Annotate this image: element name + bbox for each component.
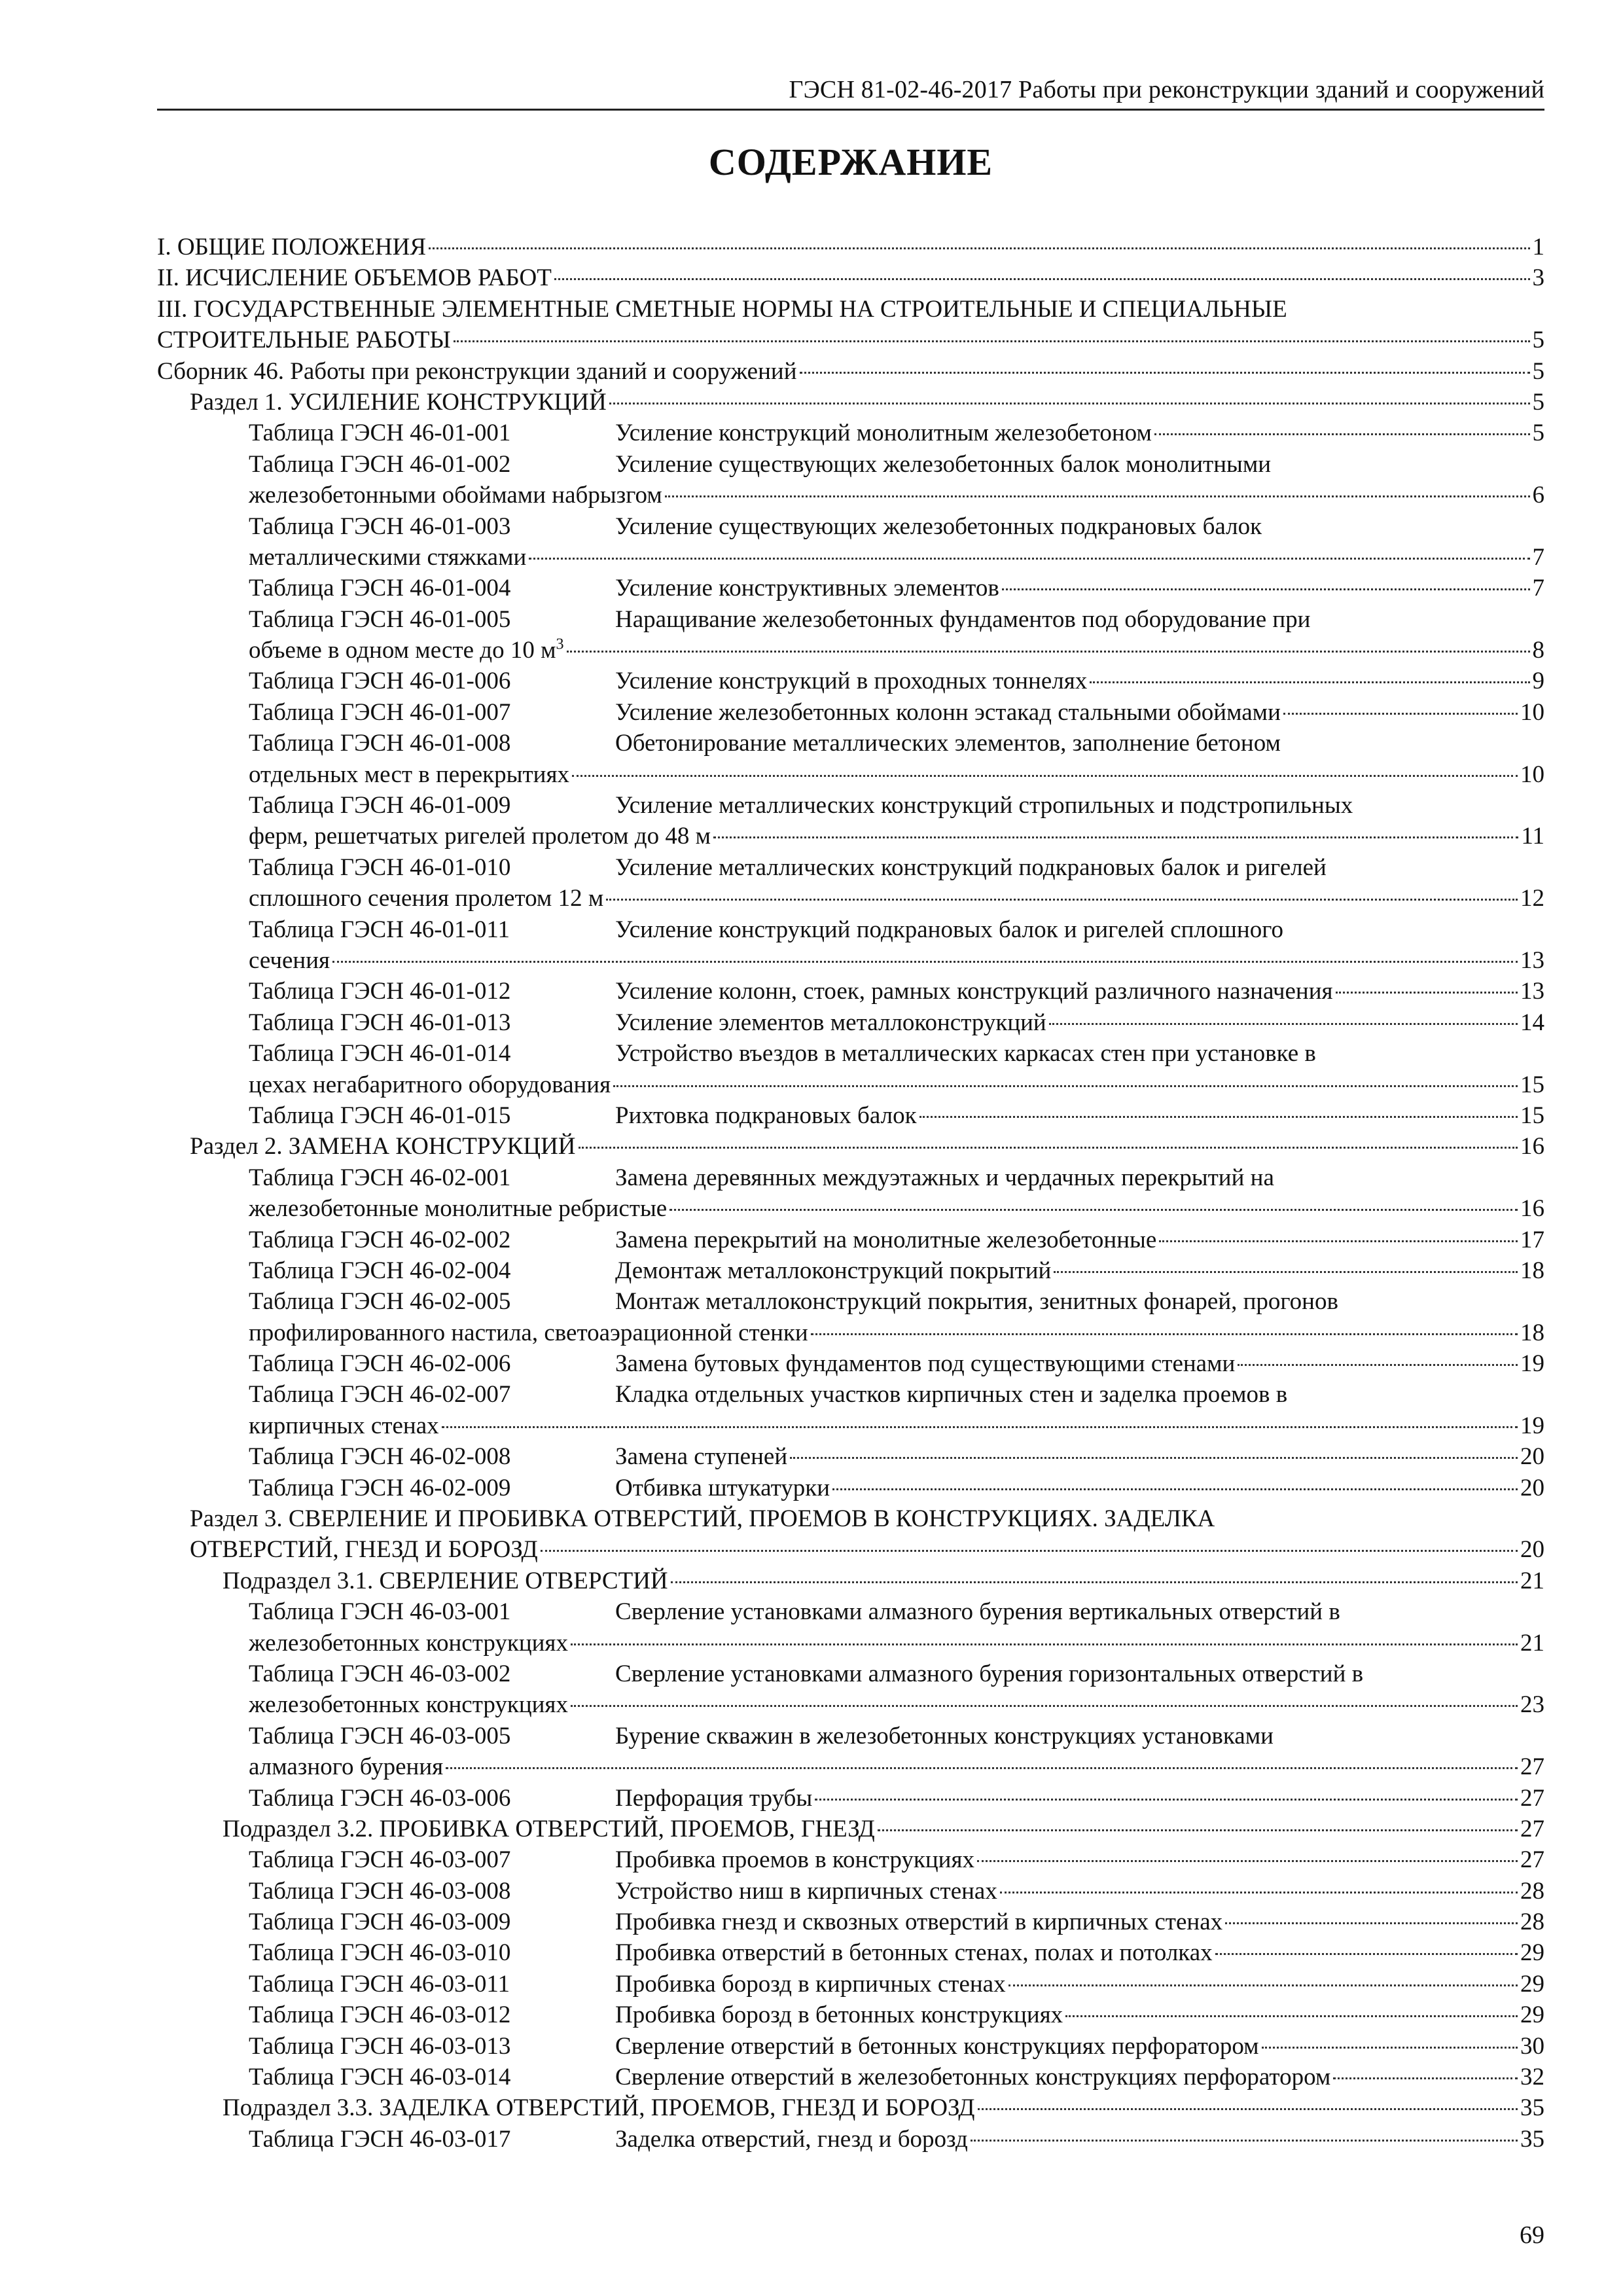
toc-entry-table[interactable]: Таблица ГЭСН 46-03-010 Пробивка отверстий в бетонных стенах, полах и потолках 29 <box>157 1937 1544 1968</box>
page-ref: 13 <box>1520 978 1544 1005</box>
leader-dots <box>1000 1892 1518 1893</box>
table-code: Таблица ГЭСН 46-02-008 <box>249 1443 511 1471</box>
leader-dots <box>669 1209 1518 1211</box>
toc-entry-subsection-3-2[interactable]: Подраздел 3.2. ПРОБИВКА ОТВЕРСТИЙ, ПРОЕМОВ, ГНЕЗД 27 <box>157 1814 1544 1844</box>
toc-entry-subsection-3-1[interactable]: Подраздел 3.1. СВЕРЛЕНИЕ ОТВЕРСТИЙ 21 <box>157 1566 1544 1596</box>
table-code: Таблица ГЭСН 46-01-010 <box>249 853 511 881</box>
leader-dots <box>1049 1023 1518 1025</box>
toc-entry-table-cont[interactable]: отдельных мест в перекрытиях 10 <box>157 759 1544 790</box>
toc-entry-table[interactable]: Таблица ГЭСН 46-01-007 Усиление железобетонных колонн эстакад стальными обоймами 10 <box>157 697 1544 728</box>
table-code: Таблица ГЭСН 46-03-011 <box>249 1970 510 1998</box>
table-code: Таблица ГЭСН 46-03-010 <box>249 1939 511 1967</box>
page-ref: 27 <box>1520 1753 1544 1781</box>
leader-dots <box>1262 2047 1518 2049</box>
page-ref: 35 <box>1520 2125 1544 2153</box>
toc-entry-table[interactable]: Таблица ГЭСН 46-01-013 Усиление элементов металлоконструкций 14 <box>157 1007 1544 1038</box>
page-ref: 18 <box>1520 1257 1544 1284</box>
toc-entry-table[interactable]: Таблица ГЭСН 46-03-013 Сверление отверстий в бетонных конструкциях перфоратором 30 <box>157 2031 1544 2062</box>
leader-dots <box>800 372 1530 374</box>
leader-dots <box>446 1767 1518 1769</box>
toc-entry-table-cont[interactable]: сечения 13 <box>157 945 1544 976</box>
table-code: Таблица ГЭСН 46-02-007 <box>249 1381 511 1408</box>
table-code: Таблица ГЭСН 46-01-003 <box>249 512 511 540</box>
toc-entry-table[interactable]: Таблица ГЭСН 46-02-007 Кладка отдельных участков кирпичных стен и заделка проемов в <box>157 1379 1544 1410</box>
toc-entry-table[interactable]: Таблица ГЭСН 46-02-008 Замена ступеней 20 <box>157 1441 1544 1472</box>
page-ref: 11 <box>1521 823 1544 850</box>
table-code: Таблица ГЭСН 46-01-014 <box>249 1040 511 1067</box>
page-ref: 10 <box>1520 761 1544 788</box>
page-ref: 8 <box>1532 637 1544 664</box>
page-ref: 32 <box>1520 2064 1544 2091</box>
table-of-contents <box>157 232 1544 2155</box>
leader-dots <box>579 1147 1518 1149</box>
table-code: Таблица ГЭСН 46-01-006 <box>249 668 511 695</box>
page-ref: 19 <box>1520 1412 1544 1439</box>
table-code: Таблица ГЭСН 46-03-007 <box>249 1846 511 1874</box>
toc-entry-table[interactable]: Таблица ГЭСН 46-01-006 Усиление конструкций в проходных тоннелях 9 <box>157 666 1544 696</box>
leader-dots <box>613 1085 1518 1087</box>
toc-entry-table-cont[interactable]: кирпичных стенах 19 <box>157 1410 1544 1441</box>
page-ref: 20 <box>1520 1536 1544 1564</box>
leader-dots <box>332 961 1518 963</box>
toc-entry-table-cont[interactable]: сплошного сечения пролетом 12 м 12 <box>157 883 1544 914</box>
page-ref: 21 <box>1520 1629 1544 1657</box>
page-ref: 14 <box>1520 1009 1544 1036</box>
toc-entry-table[interactable]: Таблица ГЭСН 46-02-005 Монтаж металлоконструкций покрытия, зенитных фонарей, прогонов <box>157 1286 1544 1317</box>
toc-entry-table[interactable]: Таблица ГЭСН 46-03-006 Перфорация трубы 27 <box>157 1783 1544 1814</box>
running-header: ГЭСН 81-02-46-2017 Работы при реконструкции зданий и сооружений <box>789 76 1544 103</box>
leader-dots <box>529 558 1529 560</box>
leader-dots <box>878 1829 1518 1831</box>
leader-dots <box>971 2140 1518 2142</box>
page-ref: 27 <box>1520 1846 1544 1874</box>
page-ref: 18 <box>1520 1319 1544 1346</box>
table-code: Таблица ГЭСН 46-03-002 <box>249 1660 511 1687</box>
leader-dots <box>665 495 1530 497</box>
toc-entry-table[interactable]: Таблица ГЭСН 46-01-009 Усиление металлических конструкций стропильных и подстропильных <box>157 790 1544 821</box>
table-code: Таблица ГЭСН 46-02-006 <box>249 1350 511 1378</box>
toc-entry-table[interactable]: Таблица ГЭСН 46-01-008 Обетонирование металлических элементов, заполнение бетоном <box>157 728 1544 759</box>
leader-dots <box>554 278 1530 280</box>
table-code: Таблица ГЭСН 46-01-013 <box>249 1009 511 1036</box>
toc-entry-subsection-3-3[interactable]: Подраздел 3.3. ЗАДЕЛКА ОТВЕРСТИЙ, ПРОЕМОВ, ГНЕЗД И БОРОЗД 35 <box>157 2092 1544 2123</box>
leader-dots <box>832 1488 1518 1490</box>
toc-entry-table[interactable]: Таблица ГЭСН 46-01-014 Устройство въездов в металлических каркасах стен при установке в <box>157 1038 1544 1069</box>
toc-entry-table[interactable]: Таблица ГЭСН 46-01-012 Усиление колонн, стоек, рамных конструкций различного назначения 13 <box>157 976 1544 1007</box>
toc-entry-table[interactable]: Таблица ГЭСН 46-03-012 Пробивка борозд в бетонных конструкциях 29 <box>157 2000 1544 2030</box>
leader-dots <box>1065 2015 1518 2017</box>
page-ref: 13 <box>1520 946 1544 974</box>
page-ref: 7 <box>1532 575 1544 602</box>
leader-dots <box>1215 1953 1518 1955</box>
toc-entry-table[interactable]: Таблица ГЭСН 46-03-002 Сверление установками алмазного бурения горизонтальных отверстий в <box>157 1659 1544 1689</box>
leader-dots <box>1225 1922 1518 1924</box>
table-code: Таблица ГЭСН 46-01-001 <box>249 420 511 447</box>
page-ref: 29 <box>1520 1970 1544 1998</box>
page-ref: 15 <box>1520 1071 1544 1098</box>
toc-entry-part2[interactable]: II. ИСЧИСЛЕНИЕ ОБЪЕМОВ РАБОТ 3 <box>157 262 1544 293</box>
page-ref: 6 <box>1532 482 1544 509</box>
page-ref: 20 <box>1520 1474 1544 1501</box>
page-ref: 28 <box>1520 1877 1544 1905</box>
leader-dots <box>1333 2077 1518 2079</box>
leader-dots <box>541 1550 1518 1552</box>
toc-entry-table[interactable]: Таблица ГЭСН 46-01-005 Наращивание железобетонных фундаментов под оборудование при <box>157 604 1544 635</box>
toc-entry-table[interactable]: Таблица ГЭСН 46-01-003 Усиление существующих железобетонных подкрановых балок <box>157 511 1544 542</box>
toc-entry-collection[interactable]: Сборник 46. Работы при реконструкции зданий и сооружений 5 <box>157 356 1544 387</box>
toc-entry-table[interactable]: Таблица ГЭСН 46-02-009 Отбивка штукатурки 20 <box>157 1473 1544 1503</box>
leader-dots <box>978 2108 1518 2110</box>
toc-entry-part3-cont[interactable]: СТРОИТЕЛЬНЫЕ РАБОТЫ 5 <box>157 325 1544 355</box>
header-rule <box>157 109 1544 111</box>
toc-entry-table-cont[interactable]: алмазного бурения 27 <box>157 1751 1544 1782</box>
table-code: Таблица ГЭСН 46-02-002 <box>249 1226 511 1253</box>
table-code: Таблица ГЭСН 46-02-004 <box>249 1257 511 1284</box>
toc-entry-table[interactable]: Таблица ГЭСН 46-03-017 Заделка отверстий, гнезд и борозд 35 <box>157 2124 1544 2155</box>
table-code: Таблица ГЭСН 46-03-017 <box>249 2125 511 2153</box>
leader-dots <box>1154 433 1530 435</box>
page-ref: 29 <box>1520 1939 1544 1967</box>
leader-dots <box>1002 588 1530 590</box>
leader-dots <box>1054 1271 1518 1273</box>
toc-entry-section1[interactable]: Раздел 1. УСИЛЕНИЕ КОНСТРУКЦИЙ 5 <box>157 387 1544 418</box>
leader-dots <box>606 899 1518 901</box>
leader-dots <box>1090 681 1529 683</box>
toc-entry-table-cont[interactable]: цехах негабаритного оборудования 15 <box>157 1069 1544 1100</box>
leader-dots <box>571 1643 1518 1645</box>
toc-entry-table-cont[interactable]: железобетонных конструкциях 21 <box>157 1628 1544 1659</box>
page-ref: 28 <box>1520 1909 1544 1936</box>
table-code: Таблица ГЭСН 46-01-012 <box>249 978 511 1005</box>
table-code: Таблица ГЭСН 46-03-012 <box>249 2001 511 2029</box>
toc-entry-table[interactable]: Таблица ГЭСН 46-01-004 Усиление конструктивных элементов 7 <box>157 573 1544 603</box>
toc-entry-table[interactable]: Таблица ГЭСН 46-03-009 Пробивка гнезд и сквозных отверстий в кирпичных стенах 28 <box>157 1907 1544 1937</box>
toc-entry-table[interactable]: Таблица ГЭСН 46-03-011 Пробивка борозд в кирпичных стенах 29 <box>157 1969 1544 2000</box>
leader-dots <box>1008 1984 1518 1986</box>
toc-entry-table[interactable]: Таблица ГЭСН 46-01-002 Усиление существующих железобетонных балок монолитными <box>157 449 1544 480</box>
leader-dots <box>919 1116 1518 1118</box>
page-ref: 29 <box>1520 2001 1544 2029</box>
page-ref: 16 <box>1520 1133 1544 1160</box>
page-ref: 3 <box>1532 264 1544 292</box>
toc-entry-table[interactable]: Таблица ГЭСН 46-01-010 Усиление металлических конструкций подкрановых балок и ригелей <box>157 852 1544 883</box>
page-ref: 12 <box>1520 885 1544 912</box>
table-code: Таблица ГЭСН 46-01-008 <box>249 730 511 757</box>
page-ref: 15 <box>1520 1102 1544 1129</box>
table-code: Таблица ГЭСН 46-03-005 <box>249 1722 511 1749</box>
toc-entry-table[interactable]: Таблица ГЭСН 46-02-001 Замена деревянных междуэтажных и чердачных перекрытий на <box>157 1162 1544 1193</box>
leader-dots <box>977 1860 1518 1862</box>
toc-entry-table-cont[interactable]: профилированного настила, светоаэрационной стенки 18 <box>157 1318 1544 1348</box>
page-ref: 27 <box>1520 1815 1544 1842</box>
toc-entry-table[interactable]: Таблица ГЭСН 46-03-014 Сверление отверстий в железобетонных конструкциях перфоратором 32 <box>157 2062 1544 2092</box>
leader-dots <box>1283 713 1518 715</box>
leader-dots <box>671 1581 1518 1583</box>
page-ref: 23 <box>1520 1691 1544 1719</box>
leader-dots <box>571 1705 1518 1707</box>
toc-entry-table[interactable]: Таблица ГЭСН 46-02-002 Замена перекрытий на монолитные железобетонные 17 <box>157 1225 1544 1255</box>
leader-dots <box>567 651 1530 653</box>
toc-entry-section3[interactable]: Раздел 3. СВЕРЛЕНИЕ И ПРОБИВКА ОТВЕРСТИЙ, ПРОЕМОВ В КОНСТРУКЦИЯХ. ЗАДЕЛКА <box>190 1505 1215 1533</box>
page-ref: 19 <box>1520 1350 1544 1378</box>
table-code: Таблица ГЭСН 46-01-004 <box>249 575 511 602</box>
table-code: Таблица ГЭСН 46-01-002 <box>249 450 511 478</box>
table-code: Таблица ГЭСН 46-02-001 <box>249 1164 511 1191</box>
table-code: Таблица ГЭСН 46-03-009 <box>249 1909 511 1936</box>
page-ref: 27 <box>1520 1784 1544 1812</box>
page-ref: 5 <box>1532 327 1544 354</box>
leader-dots <box>442 1426 1518 1428</box>
toc-entry-table-cont[interactable]: объеме в одном месте до 10 $м^3$ 8 <box>157 635 1544 666</box>
superscript: 3 <box>556 636 564 653</box>
page-ref: 21 <box>1520 1567 1544 1594</box>
toc-entry-table[interactable]: Таблица ГЭСН 46-03-008 Устройство ниш в кирпичных стенах 28 <box>157 1876 1544 1907</box>
table-code: Таблица ГЭСН 46-03-001 <box>249 1598 511 1626</box>
table-code: Таблица ГЭСН 46-01-015 <box>249 1102 511 1129</box>
table-code: Таблица ГЭСН 46-01-009 <box>249 792 511 819</box>
page-ref: 9 <box>1532 668 1544 695</box>
page-ref: 16 <box>1520 1195 1544 1223</box>
toc-entry-part1[interactable]: I. ОБЩИЕ ПОЛОЖЕНИЯ 1 <box>157 232 1544 262</box>
table-code: Таблица ГЭСН 46-02-005 <box>249 1288 511 1316</box>
toc-entry-section2[interactable]: Раздел 2. ЗАМЕНА КОНСТРУКЦИЙ 16 <box>157 1131 1544 1162</box>
page-ref: 5 <box>1532 420 1544 447</box>
table-code: Таблица ГЭСН 46-01-007 <box>249 698 511 726</box>
leader-dots <box>572 775 1518 777</box>
leader-dots <box>609 403 1530 404</box>
leader-dots <box>790 1457 1518 1459</box>
toc-entry-table-cont[interactable]: железобетонные монолитные ребристые 16 <box>157 1193 1544 1224</box>
leader-dots <box>811 1333 1518 1335</box>
page-ref: 1 <box>1532 234 1544 260</box>
leader-dots <box>1159 1240 1518 1242</box>
leader-dots <box>1336 992 1518 994</box>
table-code: Таблица ГЭСН 46-03-013 <box>249 2032 511 2060</box>
page-title: СОДЕРЖАНИЕ <box>708 141 993 183</box>
leader-dots <box>713 836 1518 838</box>
toc-entry-table[interactable]: Таблица ГЭСН 46-03-005 Бурение скважин в железобетонных конструкциях установками <box>157 1721 1544 1751</box>
table-code: Таблица ГЭСН 46-03-014 <box>249 2064 511 2091</box>
leader-dots <box>454 340 1530 342</box>
page-ref: 30 <box>1520 2032 1544 2060</box>
page-ref: 10 <box>1520 698 1544 726</box>
page-ref: 20 <box>1520 1443 1544 1471</box>
toc-entry-table-cont[interactable]: металлическими стяжками 7 <box>157 542 1544 573</box>
table-code: Таблица ГЭСН 46-02-009 <box>249 1474 511 1501</box>
toc-entry-table[interactable]: Таблица ГЭСН 46-03-007 Пробивка проемов в конструкциях 27 <box>157 1844 1544 1875</box>
page-ref: 35 <box>1520 2094 1544 2122</box>
leader-dots <box>1238 1364 1518 1366</box>
toc-entry-table-cont[interactable]: ферм, решетчатых ригелей пролетом до 48 м 11 <box>157 821 1544 852</box>
toc-entry-table[interactable]: Таблица ГЭСН 46-03-001 Сверление установками алмазного бурения вертикальных отверстий в <box>157 1596 1544 1627</box>
page-ref: 5 <box>1532 388 1544 416</box>
leader-dots <box>429 247 1529 249</box>
toc-entry-part3[interactable]: III. ГОСУДАРСТВЕННЫЕ ЭЛЕМЕНТНЫЕ СМЕТНЫЕ НОРМЫ НА СТРОИТЕЛЬНЫЕ И СПЕЦИАЛЬНЫЕ <box>157 295 1287 323</box>
toc-entry-table[interactable]: Таблица ГЭСН 46-02-004 Демонтаж металлоконструкций покрытий 18 <box>157 1255 1544 1286</box>
table-code: Таблица ГЭСН 46-03-008 <box>249 1877 511 1905</box>
leader-dots <box>815 1799 1518 1801</box>
table-code: Таблица ГЭСН 46-03-006 <box>249 1784 511 1812</box>
toc-entry-table-cont[interactable]: железобетонными обоймами набрызгом 6 <box>157 480 1544 511</box>
page-ref: 17 <box>1520 1226 1544 1253</box>
table-code: Таблица ГЭСН 46-01-005 <box>249 605 511 633</box>
page-number: 69 <box>1520 2221 1544 2249</box>
toc-entry-table[interactable]: Таблица ГЭСН 46-01-015 Рихтовка подкрановых балок 15 <box>157 1100 1544 1131</box>
toc-entry-table[interactable]: Таблица ГЭСН 46-01-011 Усиление конструкций подкрановых балок и ригелей сплошного <box>157 914 1544 945</box>
page-ref: 5 <box>1532 357 1544 385</box>
table-code: Таблица ГЭСН 46-01-011 <box>249 916 510 943</box>
toc-entry-section3-cont[interactable]: ОТВЕРСТИЙ, ГНЕЗД И БОРОЗД 20 <box>157 1534 1544 1565</box>
toc-entry-table[interactable]: Таблица ГЭСН 46-01-001 Усиление конструкций монолитным железобетоном 5 <box>157 418 1544 448</box>
page-ref: 7 <box>1532 543 1544 571</box>
toc-entry-table[interactable]: Таблица ГЭСН 46-02-006 Замена бутовых фундаментов под существующими стенами 19 <box>157 1348 1544 1379</box>
toc-entry-table-cont[interactable]: железобетонных конструкциях 23 <box>157 1689 1544 1720</box>
